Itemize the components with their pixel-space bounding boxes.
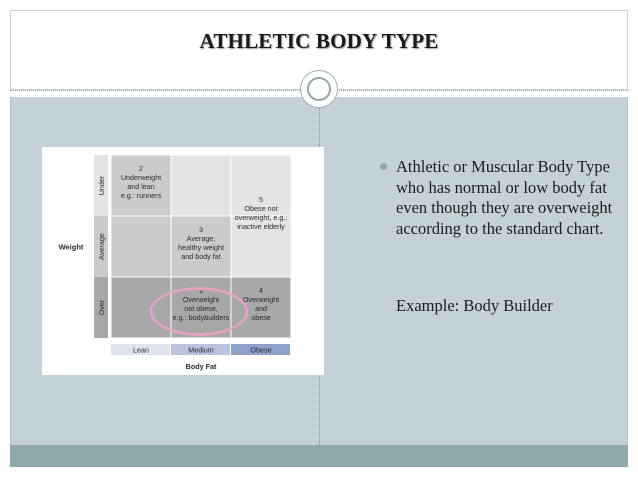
x-axis-label: Body Fat <box>185 362 217 371</box>
cell-4-line-1: Overweight <box>242 295 280 304</box>
grid-cell-under-medium <box>171 155 231 216</box>
bullet-item <box>380 157 625 239</box>
cell-5-line-0: 5 <box>259 195 263 204</box>
bullet-list <box>380 157 625 239</box>
footer-bar <box>10 445 628 467</box>
slide-title: ATHLETIC BODY TYPE <box>199 29 439 53</box>
row-label-over: Over <box>97 299 106 316</box>
row-label-average: Average <box>97 233 106 260</box>
cell-2-line-2: and lean <box>127 182 155 191</box>
cell-4-line-2: and <box>255 304 267 313</box>
cell-5-line-3: inactive elderly <box>237 222 285 231</box>
cell-3-line-3: and body fat <box>181 252 221 261</box>
cell-2-line-0: 2 <box>139 164 143 173</box>
cell-2-line-3: e.g.: runners <box>120 191 162 200</box>
body-type-chart <box>42 147 324 375</box>
cell-3-line-0: 3 <box>199 225 203 234</box>
row-label-under: Under <box>97 175 106 196</box>
cell-4-line-3: obese <box>251 313 271 322</box>
circle-ornament-inner <box>307 77 331 101</box>
bullet-dot-icon <box>380 163 387 170</box>
column-label-medium: Medium <box>188 345 214 355</box>
cell-1-line-1: Overweight <box>182 295 220 304</box>
cell-1-line-2: not obese, <box>184 304 218 313</box>
grid-cell-over-lean <box>111 277 171 338</box>
cell-1-line-0: 1 <box>199 286 203 295</box>
circle-ornament-icon <box>300 70 338 108</box>
cell-5-line-1: Obese not <box>244 204 278 213</box>
cell-3-line-1: Average, <box>186 234 216 243</box>
cell-5-line-2: overweight, e.g.: <box>234 213 288 222</box>
column-label-obese: Obese <box>250 345 272 355</box>
cell-1-line-3: e.g.: bodybuilders <box>172 313 230 322</box>
cell-3-line-2: healthy weight <box>178 243 224 252</box>
grid-cell-average-lean <box>111 216 171 277</box>
y-axis-label: Weight <box>58 242 84 252</box>
example-text: Example: Body Builder <box>396 296 553 315</box>
cell-2-line-1: Underweight <box>120 173 162 182</box>
bullet-text: Athletic or Muscular Body Type who has normal or low body fat even though they are overweight according to the standard chart. <box>396 157 613 238</box>
body-type-chart-svg <box>42 147 324 375</box>
cell-4-line-0: 4 <box>259 286 263 295</box>
column-label-lean: Lean <box>133 345 149 355</box>
